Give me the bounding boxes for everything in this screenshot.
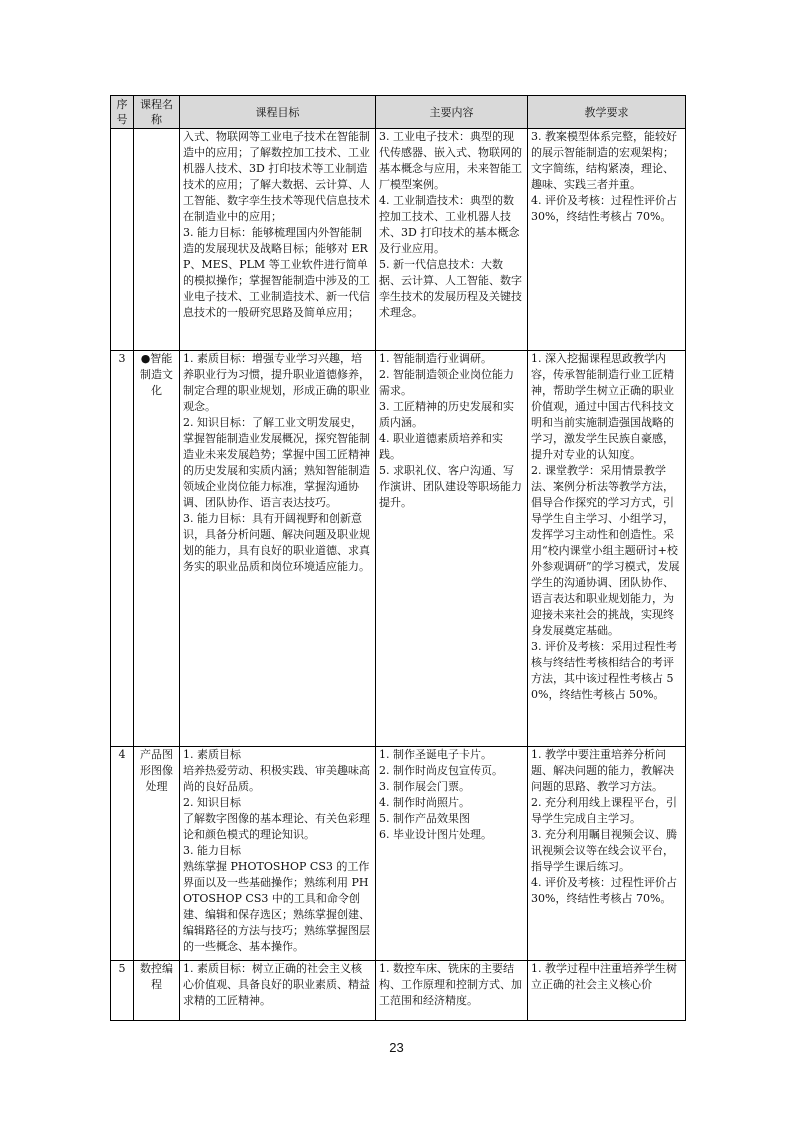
cell-text-line: 2. 智能制造领企业岗位能力需求。 bbox=[379, 368, 514, 397]
main-content-cell bbox=[376, 747, 528, 961]
cell-text-line: 3. 充分利用瞩目视频会议、腾讯视频会议等在线会议平台，指导学生课后练习。 bbox=[531, 828, 677, 873]
cell-text-line: 3. 能力目标：具有开阔视野和创新意识，具备分析问题、解决问题及职业规划的能力，具有良好的职业道德、求真务实的职业品质和岗位环境适应能力。 bbox=[183, 512, 370, 573]
course-name: 数控编程 bbox=[134, 961, 180, 1021]
cell-text-line: 1. 素质目标：树立正确的社会主义核心价值观、具备良好的职业素质、精益求精的工匠精神。 bbox=[183, 962, 370, 1007]
table-row bbox=[111, 351, 686, 747]
header-course-name: 课程名称 bbox=[134, 96, 180, 129]
course-name: ●智能制造文化 bbox=[134, 351, 180, 747]
cell-text-line: 1. 素质目标 bbox=[183, 748, 241, 761]
cell-text-line: 4. 制作时尚照片。 bbox=[379, 796, 470, 809]
table-row bbox=[111, 747, 686, 961]
teaching-requirements-cell bbox=[528, 351, 686, 747]
cell-text-line: 3. 制作展会门票。 bbox=[379, 780, 470, 793]
header-index: 序号 bbox=[111, 96, 134, 129]
course-goals-cell bbox=[180, 961, 376, 1021]
cell-text-line: 1. 深入挖掘课程思政教学内容，传承智能制造行业工匠精神，帮助学生树立正确的职业价值观，通过中国古代科技文明和当前实施制造强国战略的学习，激发学生民族自豪感，提升对专业的认知度。 bbox=[531, 352, 674, 461]
cell-text-line: 熟练掌握 PHOTOSHOP CS3 的工作界面以及一些基础操作；熟练利用 PHOTOSHOP CS3 中的工具和命令创建、编辑和保存选区；熟练掌握创建、编辑路径的方法与技巧；熟练掌握图层的一些概念、基本操作。 bbox=[183, 860, 370, 953]
header-main-content: 主要内容 bbox=[376, 96, 528, 129]
cell-text-line: 培养热爱劳动、积极实践、审美趣味高尚的良好品质。 bbox=[183, 764, 370, 793]
cell-text-line: 4. 工业制造技术：典型的数控加工技术、工业机器人技术、3D 打印技术的基本概念及行业应用。 bbox=[379, 194, 520, 255]
cell-text-line: 3. 能力目标：能够梳理国内外智能制造的发展现状及战略目标；能够对 ERP、MES、PLM 等工业软件进行简单的模拟操作；掌握智能制造中涉及的工业电子技术、工业制造技术、新一代信息技术的一般研究思路及简单应用； bbox=[183, 226, 370, 319]
course-goals-cell bbox=[180, 129, 376, 351]
main-content-cell bbox=[376, 351, 528, 747]
teaching-requirements-cell bbox=[528, 129, 686, 351]
cell-text-line: 6. 毕业设计图片处理。 bbox=[379, 828, 492, 841]
header-teaching-requirements: 教学要求 bbox=[528, 96, 686, 129]
table-row bbox=[111, 129, 686, 351]
row-index: 5 bbox=[111, 961, 134, 1021]
course-name: 产品图形图像处理 bbox=[134, 747, 180, 961]
cell-text-line: 5. 制作产品效果图 bbox=[379, 812, 470, 825]
teaching-requirements-cell bbox=[528, 747, 686, 961]
cell-text-line: 1. 制作圣诞电子卡片。 bbox=[379, 748, 492, 761]
row-index bbox=[111, 129, 134, 351]
course-goals-cell bbox=[180, 351, 376, 747]
row-index: 3 bbox=[111, 351, 134, 747]
main-content-cell bbox=[376, 129, 528, 351]
course-name bbox=[134, 129, 180, 351]
cell-text-line: 了解数字图像的基本理论、有关色彩理论和颜色模式的理论知识。 bbox=[183, 812, 370, 841]
cell-text-line: 3. 评价及考核：采用过程性考核与终结性考核相结合的考评方法，其中该过程性考核占 50%，终结性考核占 50%。 bbox=[531, 640, 677, 701]
cell-text-line: 2. 知识目标 bbox=[183, 796, 241, 809]
cell-text-line: 3. 工业电子技术：典型的现代传感器、嵌入式、物联网的基本概念与应用，未来智能工厂模型案例。 bbox=[379, 130, 522, 191]
teaching-requirements-cell bbox=[528, 961, 686, 1021]
cell-text-line: 1. 教学中要注重培养分析问题、解决问题的能力，教解决问题的思路、教学习方法。 bbox=[531, 748, 674, 793]
cell-text-line: 4. 评价及考核：过程性评价占 30%，终结性考核占 70%。 bbox=[531, 194, 677, 223]
row-index: 4 bbox=[111, 747, 134, 961]
table-header-row bbox=[111, 96, 686, 129]
cell-text-line: 3. 教案模型体系完整，能较好的展示智能制造的宏观架构；文字简练，结构紧凑，理论、趣味、实践三者并重。 bbox=[531, 130, 677, 191]
cell-text-line: 5. 求职礼仪、客户沟通、写作演讲、团队建设等职场能力提升。 bbox=[379, 464, 522, 509]
cell-text-line: 3. 能力目标 bbox=[183, 844, 241, 857]
cell-text-line: 5. 新一代信息技术：大数据、云计算、人工智能、数字孪生技术的发展历程及关键技术理念。 bbox=[379, 258, 522, 319]
cell-text-line: 入式、物联网等工业电子技术在智能制造中的应用；了解数控加工技术、工业机器人技术、3D 打印技术等工业制造技术的应用；了解大数据、云计算、人工智能、数字孪生技术等现代信息技术在制造业中的应用； bbox=[183, 130, 370, 223]
cell-text-line: 2. 充分利用线上课程平台，引导学生完成自主学习。 bbox=[531, 796, 677, 825]
cell-text-line: 1. 智能制造行业调研。 bbox=[379, 352, 492, 365]
cell-text-line: 3. 工匠精神的历史发展和实质内涵。 bbox=[379, 400, 514, 429]
course-goals-cell bbox=[180, 747, 376, 961]
main-content-cell bbox=[376, 961, 528, 1021]
course-table bbox=[110, 95, 686, 1021]
cell-text-line: 1. 数控车床、铣床的主要结构、工作原理和控制方式、加工范围和经济精度。 bbox=[379, 962, 522, 1007]
cell-text-line: 4. 职业道德素质培养和实践。 bbox=[379, 432, 503, 461]
cell-text-line: 2. 制作时尚皮包宣传页。 bbox=[379, 764, 503, 777]
cell-text-line: 2. 知识目标：了解工业文明发展史，掌握智能制造业发展概况，探究智能制造业未来发展趋势；掌握中国工匠精神的历史发展和实质内涵；熟知智能制造领域企业岗位能力标准，掌握沟通协调、团队协作、语言表达技巧。 bbox=[183, 416, 370, 509]
cell-text-line: 2. 课堂教学：采用情景教学法、案例分析法等教学方法，倡导合作探究的学习方式，引导学生自主学习、小组学习，发挥学习主动性和创造性。采用“校内课堂小组主题研讨+校外参观调研”的学习模式，发展学生的沟通协调、团队协作、语言表达和职业规划能力，为迎接未来社会的挑战，实现终身发展奠定基础。 bbox=[531, 464, 680, 637]
cell-text-line: 1. 教学过程中注重培养学生树立正确的社会主义核心价 bbox=[531, 962, 677, 991]
table-row bbox=[111, 961, 686, 1021]
page-number: 23 bbox=[389, 1040, 404, 1055]
cell-text-line: 4. 评价及考核：过程性评价占 30%，终结性考核占 70%。 bbox=[531, 876, 677, 905]
cell-text-line: 1. 素质目标：增强专业学习兴趣，培养职业行为习惯，提升职业道德修养，制定合理的职业规划，形成正确的职业观念。 bbox=[183, 352, 370, 413]
header-course-goals: 课程目标 bbox=[180, 96, 376, 129]
